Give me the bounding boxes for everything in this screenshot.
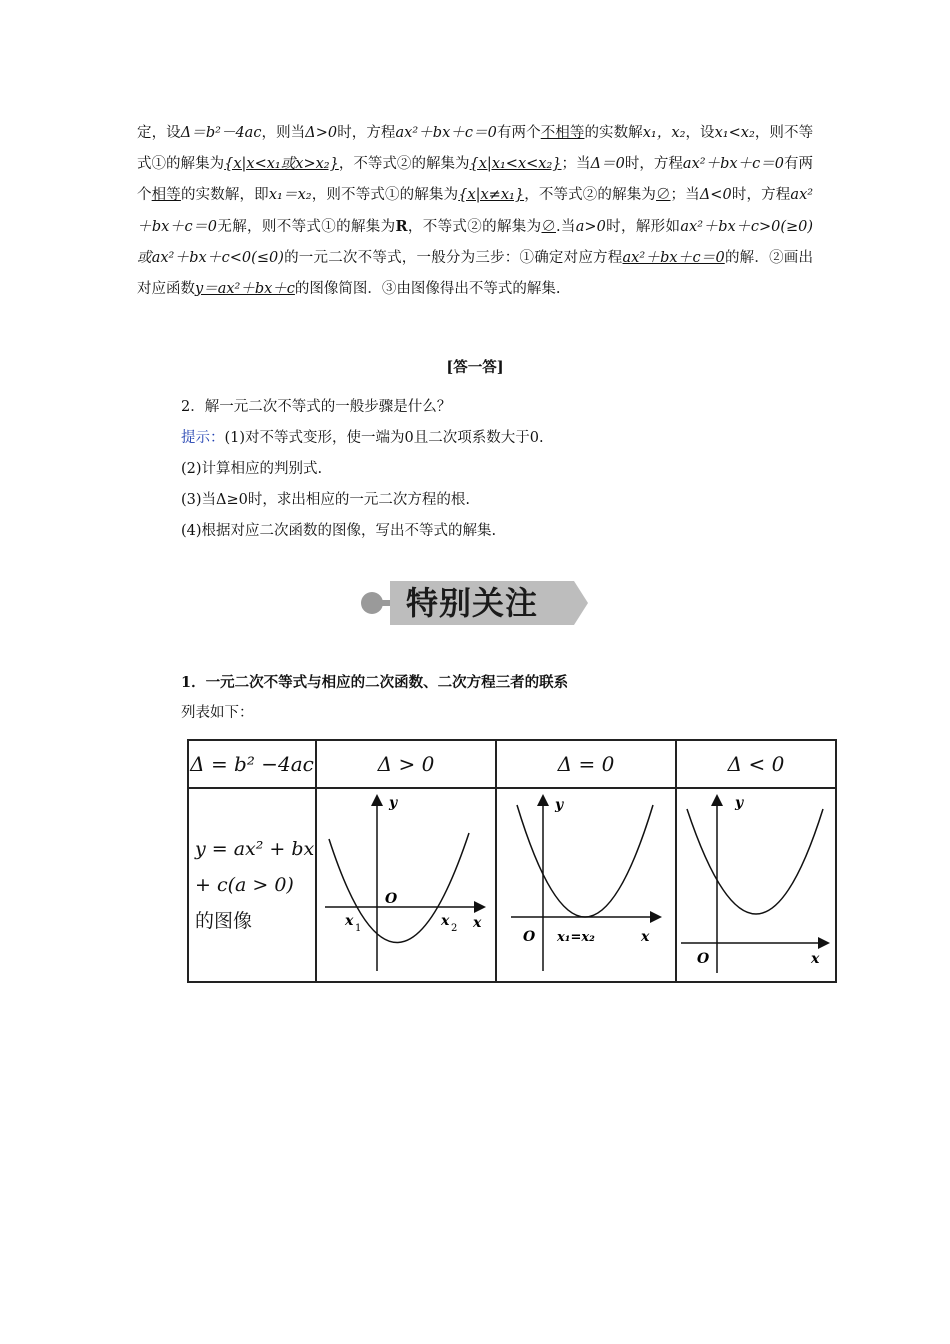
math: ax²＋bx＋c＝0 — [137, 187, 814, 235]
math: ax²＋bx＋c>0(≥0)或ax²＋bx＋c<0(≤0) — [137, 219, 814, 266]
y-label: y — [555, 797, 564, 813]
text: ，不等式②的解集为 — [338, 156, 470, 172]
intro-paragraph — [137, 118, 813, 305]
math: ax²＋bx＋c＝0 — [682, 156, 784, 172]
math: Δ＝b²－4ac — [180, 125, 262, 141]
answer-blank: ∅ — [656, 187, 671, 203]
graph-cell-zero — [496, 788, 676, 982]
math: Δ<0 — [699, 187, 732, 203]
question: 2．解一元二次不等式的一般步骤是什么？ — [181, 399, 452, 415]
graph-cell-negative — [676, 788, 836, 982]
table-graph-row — [188, 788, 836, 982]
row-label-line: + c(a > 0) — [195, 874, 294, 896]
math: x₁＝x₂ — [268, 187, 312, 203]
text: ，不等式②的解集为 — [524, 187, 657, 203]
text: 时，解形如 — [605, 219, 681, 235]
header-cell — [316, 740, 496, 788]
header-text: Δ = 0 — [557, 752, 615, 776]
origin-label: O — [385, 891, 398, 907]
origin-label: O — [523, 929, 536, 945]
math: a>0 — [575, 219, 606, 235]
text: .当 — [555, 219, 576, 235]
origin-label: O — [697, 951, 710, 967]
answer-blank: {x|x<x₁或x>x₂} — [224, 156, 339, 172]
math: ax²＋bx＋c＝0 — [395, 125, 497, 141]
text: 定，设 — [137, 125, 181, 141]
table-header-row — [188, 740, 836, 788]
answer-blank: {x|x₁<x<x₂} — [469, 156, 562, 172]
step-4: (4)根据对应二次函数的图像，写出不等式的解集. — [181, 523, 497, 539]
text: ；当 — [561, 156, 591, 172]
section-sub: 列表如下： — [181, 705, 254, 721]
double-root-label: x₁=x₂ — [557, 930, 595, 945]
answer-blank: {x|x≠x₁} — [458, 187, 525, 203]
text: 的解．②画出对应函数 — [137, 250, 814, 297]
text: ，则不等式①的解集为 — [311, 187, 459, 203]
relation-table — [187, 739, 837, 983]
hint-line — [181, 428, 544, 448]
hint-label: 提示： — [181, 430, 225, 446]
text: 的一元二次不等式，一般分为三步：①确定对应方程 — [283, 250, 623, 266]
text: 无解，则不等式①的解集为 — [217, 219, 396, 235]
graph-double-root — [497, 789, 675, 977]
header-text: Δ < 0 — [727, 752, 785, 776]
header-text: Δ = b² −4ac — [190, 752, 314, 776]
text: 时，方程 — [337, 125, 396, 141]
parabola — [517, 805, 653, 917]
header-cell — [188, 740, 316, 788]
root2-label: x — [441, 913, 450, 929]
root1-subscript: 1 — [355, 923, 362, 934]
y-label: y — [735, 795, 744, 811]
math: x₁<x₂ — [714, 125, 755, 141]
banner-title: 特别关注 — [406, 584, 539, 622]
header-cell — [496, 740, 676, 788]
answer-blank: ∅ — [541, 219, 556, 235]
answer-blank: ax²＋bx＋c＝0 — [622, 250, 725, 266]
answer-blank: 不相等 — [540, 125, 585, 141]
text: 的实数解 — [584, 125, 643, 141]
text: 有两个 — [496, 125, 541, 141]
text: 有两个 — [137, 156, 814, 203]
text: 时，方程 — [731, 187, 791, 203]
text: ，设 — [685, 125, 715, 141]
x-label: x — [473, 915, 482, 931]
math: Δ＝0 — [590, 156, 625, 172]
qa-title: [答一答] — [446, 359, 504, 376]
header-text: Δ > 0 — [377, 752, 435, 776]
graph-two-roots — [317, 789, 495, 977]
section-heading: 1．一元二次不等式与相应的二次函数、二次方程三者的联系 — [181, 674, 569, 691]
root1-label: x — [345, 913, 354, 929]
answer-blank: 相等 — [151, 187, 181, 203]
x-label: x — [811, 951, 820, 967]
graph-no-root — [677, 789, 835, 977]
math: Δ>0 — [305, 125, 338, 141]
text: ，则不等式①的解集为 — [137, 125, 814, 172]
row-label-cell — [188, 788, 316, 982]
parabola — [687, 809, 823, 914]
math: x₁，x₂ — [642, 125, 686, 141]
step-1: (1)对不等式变形，使一端为0且二次项系数大于0. — [224, 430, 544, 446]
header-cell — [676, 740, 836, 788]
answer-blank: y＝ax²＋bx＋c — [195, 281, 295, 297]
text: 的图像简图．③由图像得出不等式的解集. — [294, 281, 561, 297]
x-label: x — [641, 929, 650, 945]
step-3: (3)当Δ≥0时，求出相应的一元二次方程的根. — [181, 492, 470, 508]
text: ，不等式②的解集为 — [407, 219, 542, 235]
text: 时，方程 — [624, 156, 683, 172]
graph-cell-positive — [316, 788, 496, 982]
root2-subscript: 2 — [451, 923, 458, 934]
text: ；当 — [670, 187, 700, 203]
y-label: y — [389, 795, 398, 811]
math: R — [395, 218, 408, 235]
row-label-line: 的图像 — [195, 910, 253, 932]
text: ，则当 — [261, 125, 306, 141]
text: 的实数解，即 — [180, 187, 269, 203]
row-label-line: y = ax² + bx — [195, 838, 315, 860]
step-2: (2)计算相应的判别式. — [181, 461, 323, 477]
